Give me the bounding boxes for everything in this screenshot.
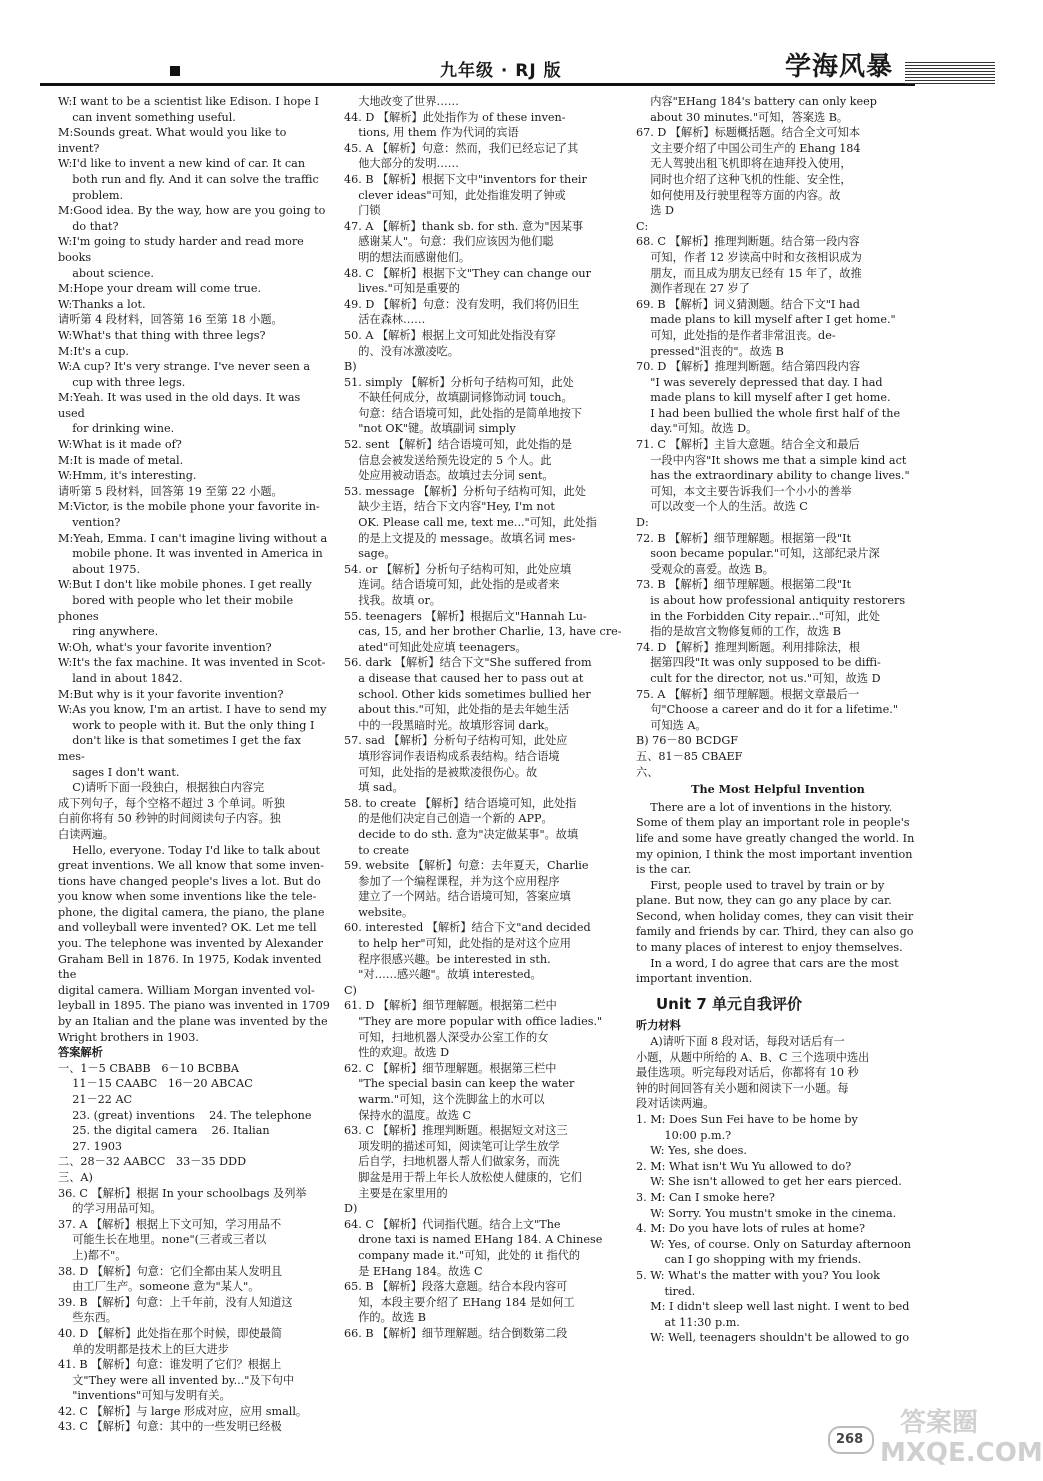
explanation-line: 62. C 【解析】细节理解题。根据第三栏中	[344, 1061, 557, 1075]
explanation-line: 性的欢迎。故选 D	[344, 1046, 450, 1060]
listening-line: 4. M: Do you have lots of rules at home?	[636, 1222, 865, 1236]
explanation-line: cult for the director, not us."可知，故选 D	[636, 671, 881, 685]
explanation-line: 可以改变一个人的生活。故选 C	[636, 500, 808, 514]
explanation-line: 知，本段主要介绍了 EHang 184 是如何工	[344, 1295, 575, 1309]
explanation-line: 明的想法而感谢他们。	[344, 250, 471, 264]
listening-line: W: Well, teenagers shouldn't be allowed to go	[636, 1331, 910, 1345]
text-line: bored with people who let their mobile phones	[58, 594, 297, 623]
explanation-line: 54. or 【解析】分析句子结构可知，此处应填	[344, 562, 572, 576]
explanation-line: 60. interested 【解析】结合下文"and decided	[344, 921, 591, 935]
explanation-line: 受观众的喜爱。故选 B。	[636, 562, 774, 576]
explanation-line: 64. C 【解析】代词指代题。结合上文"The	[344, 1217, 561, 1231]
explanation-line: 主要是在家里用的	[344, 1186, 448, 1200]
explanation-line: I had been bullied the whole first half of the	[636, 406, 901, 420]
explanation-line: 58. to create 【解析】结合语境可知，此处指	[344, 796, 577, 810]
answer-explanations-right	[636, 94, 920, 780]
explanation-line: soon became popular."可知，这部纪录片深	[636, 547, 880, 561]
explanation-line: clever ideas"可知，此处指谁发明了钟或	[344, 188, 566, 202]
essay-line: life and some have greatly changed the world. In	[636, 831, 915, 845]
explanation-line: D)	[344, 1202, 358, 1216]
text-line: M:But why is it your favorite invention?	[58, 687, 284, 701]
answer-line: 23. (great) inventions 24. The telephone	[58, 1108, 312, 1122]
explanation-line: 保持水的温度。故选 C	[344, 1108, 472, 1122]
listening-line: 2. M: What isn't Wu Yu allowed to do?	[636, 1159, 852, 1173]
answer-line: 40. D 【解析】此处指在那个时候，即使最简	[58, 1326, 283, 1340]
explanation-line: 句"Choose a career and do it for a lifetime."	[636, 703, 898, 717]
answer-line: 单的发明都是技术上的巨大进步	[58, 1342, 229, 1356]
listening-script-text	[58, 94, 330, 1045]
listening-line: 钟的时间回答有关小题和阅读下一小题。每	[636, 1081, 849, 1095]
answer-line: 的学习用品可知。	[58, 1202, 162, 1216]
explanation-line: 51. simply 【解析】分析句子结构可知，此处	[344, 375, 574, 389]
text-line: W:Oh, what's your favorite invention?	[58, 640, 272, 654]
explanation-line: 75. A 【解析】细节理解题。根据文章最后一	[636, 687, 860, 701]
listening-line: W: Sorry. You mustn't smoke in the cinema.	[636, 1206, 897, 1220]
essay-line: plane. But now, they can go any place by car.	[636, 894, 892, 908]
explanation-line: 感谢某人"。句意：我们应该因为他们聪	[344, 235, 554, 249]
explanation-line: company made it."可知，此处的 it 指代的	[344, 1248, 581, 1262]
explanation-line: C:	[636, 219, 649, 233]
explanation-line: 他大部分的发明……	[344, 157, 459, 171]
explanation-line: 68. C 【解析】推理判断题。结合第一段内容	[636, 235, 860, 249]
explanation-line: lives."可知是重要的	[344, 282, 460, 296]
explanation-line: 文主要介绍了中国公司生产的 Ehang 184	[636, 141, 861, 155]
text-line: M:Yeah. It was used in the old days. It was used	[58, 391, 304, 420]
header-rule	[40, 83, 915, 86]
text-line: digital camera. William Morgan invented vol-	[58, 983, 315, 997]
explanation-line: 门锁	[344, 204, 381, 218]
answer-line: 38. D 【解析】句意：它们全都由某人发明且	[58, 1264, 283, 1278]
explanation-line: 53. message 【解析】分析句子结构可知，此处	[344, 484, 586, 498]
explanation-line: 项发明的描述可知，阅读笔可让学生放学	[344, 1139, 560, 1153]
explanation-line: 无人驾驶出租飞机即将在迪拜投入使用，	[636, 157, 852, 171]
explanation-line: 可知，作者 12 岁读高中时和女孩相识成为	[636, 250, 862, 264]
explanation-line: 70. D 【解析】推理判断题。结合第四段内容	[636, 360, 861, 374]
explanation-line: 61. D 【解析】细节理解题。根据第二栏中	[344, 999, 557, 1013]
explanation-line: 49. D 【解析】句意：没有发明，我们将仍旧生	[344, 297, 580, 311]
text-line: 成下列句子，每个空格不超过 3 个单词。听独	[58, 796, 285, 810]
explanation-line: in the Forbidden City repair..."可知，此处	[636, 609, 880, 623]
text-line: about 1975.	[58, 562, 141, 576]
explanation-line: "They are more popular with office ladies."	[344, 1015, 603, 1029]
explanation-line: 56. dark 【解析】结合下文"She suffered from	[344, 656, 592, 670]
essay-line: to many places of interest to enjoy themselves.	[636, 941, 903, 955]
header-brand-logo: 学海风暴	[785, 52, 894, 82]
answer-line: 21－22 AC	[58, 1093, 133, 1106]
listening-line: 听力材料	[636, 1018, 681, 1033]
essay-line: There are a lot of inventions in the history.	[636, 800, 893, 814]
text-line: M:Victor, is the mobile phone your favorite in-	[58, 500, 320, 514]
listening-line: 10:00 p.m.?	[636, 1128, 732, 1142]
answer-line: 43. C 【解析】句意：其中的一些发明已经极	[58, 1420, 282, 1434]
explanation-line: 74. D 【解析】推理判断题。利用排除法，根	[636, 640, 861, 654]
explanation-line: 缺少主语，结合下文内容"Hey, I'm not	[344, 500, 555, 514]
answer-line: 上)都不"。	[58, 1248, 127, 1262]
column-left	[58, 94, 330, 1434]
essay-line: family and friends by car. Third, they can also go	[636, 925, 914, 939]
explanation-line: is about how professional antiquity restorers	[636, 594, 906, 607]
explanation-line: 活在森林……	[344, 313, 426, 327]
answer-line: 答案解析	[58, 1045, 103, 1060]
text-line: W:Hmm, it's interesting.	[58, 469, 197, 483]
explanation-line: 填 sad。	[344, 781, 404, 795]
essay-line: important invention.	[636, 972, 753, 986]
column-right	[636, 94, 920, 1414]
explanation-line: OK. Please call me, text me..."可知，此处指	[344, 516, 597, 530]
text-line: you. The telephone was invented by Alexander	[58, 937, 323, 951]
explanation-line: "I was severely depressed that day. I had	[636, 375, 883, 389]
text-line: tions have changed people's lives a lot. But do	[58, 874, 321, 888]
text-line: W:It's the fax machine. It was invented in Scot-	[58, 656, 326, 670]
explanation-line: 46. B 【解析】根据下文中"inventors for their	[344, 172, 587, 186]
text-line: phone, the digital camera, the piano, the plane	[58, 905, 325, 919]
text-line: M:Hope your dream will come true.	[58, 282, 262, 296]
answer-line: 由工厂生产。someone 意为"某人"。	[58, 1280, 260, 1294]
answer-key-section	[58, 1045, 330, 1435]
text-line: W:As you know, I'm an artist. I have to send my	[58, 703, 327, 717]
text-line: can invent something useful.	[58, 110, 236, 124]
text-line: 白读两遍。	[58, 827, 114, 841]
listening-line: A)请听下面 8 段对话，每段对话后有一	[636, 1035, 845, 1049]
text-line: leyball in 1895. The piano was invented in 1709	[58, 999, 330, 1013]
explanation-line: about this."可知，此处指的是去年她生活	[344, 703, 570, 717]
explanation-line: a disease that caused her to pass out at	[344, 671, 584, 685]
answer-line: 三、A)	[58, 1170, 93, 1184]
text-line: cup with three legs.	[58, 375, 186, 389]
text-line: M:Good idea. By the way, how are you going to	[58, 204, 326, 218]
explanation-line: 的、没有冰激凌吃。	[344, 344, 459, 358]
explanation-line: to help her"可知，此处指的是对这个应用	[344, 937, 571, 951]
text-line: great inventions. We all know that some inven-	[58, 859, 325, 873]
explanation-line: 是 EHang 184。故选 C	[344, 1264, 483, 1278]
explanation-line: 47. A 【解析】thank sb. for sth. 意为"因某事	[344, 219, 584, 233]
essay-line: In a word, I do agree that cars are the most	[636, 956, 899, 970]
explanation-line: 脚盆是用于帮上年长人放松使人健康的，它们	[344, 1170, 582, 1184]
explanation-line: 59. website 【解析】句意：去年夏天，Charlie	[344, 859, 589, 873]
answer-line: 37. A 【解析】根据上下文可知，学习用品不	[58, 1217, 282, 1231]
answer-line: "inventions"可知与发明有关。	[58, 1389, 231, 1403]
listening-line: 最佳选项。听完每段对话后，你都将有 10 秒	[636, 1066, 859, 1080]
explanation-line: 可知，此处指的是作者非常沮丧。de-	[636, 328, 836, 342]
listening-line: M: I didn't sleep well last night. I went to bed	[636, 1300, 910, 1314]
text-line: C)请听下面一段独白，根据独白内容完	[58, 781, 265, 795]
listening-line: 3. M: Can I smoke here?	[636, 1190, 775, 1204]
text-line: land in about 1842.	[58, 671, 183, 685]
text-line: and volleyball were invented? OK. Let me tell	[58, 921, 317, 935]
explanation-line: 50. A 【解析】根据上文可知此处指没有穿	[344, 328, 556, 342]
explanation-line: 填形容词作表语构成系表结构。结合语境	[344, 749, 560, 763]
listening-material-unit7	[636, 1018, 920, 1345]
explanation-line: 的是他们决定自己创造一个新的 APP。	[344, 812, 553, 826]
column-middle	[344, 94, 626, 1414]
unit-heading: Unit 7 单元自我评价	[656, 994, 803, 1013]
answer-line: 27. 1903	[58, 1139, 123, 1153]
explanation-line: 作的。故选 B	[344, 1311, 426, 1325]
explanation-line: 71. C 【解析】主旨大意题。结合全文和最后	[636, 438, 860, 452]
essay-line: Second, when holiday comes, they can visit their	[636, 909, 914, 923]
answer-line: 36. C 【解析】根据 In your schoolbags 及列举	[58, 1186, 307, 1200]
text-line: W:Thanks a lot.	[58, 297, 146, 311]
explanation-line: to create	[344, 843, 410, 857]
text-line: W:What's that thing with three legs?	[58, 328, 266, 342]
text-line: for drinking wine.	[58, 422, 175, 436]
explanation-line: 一段中内容"It shows me that a simple kind act	[636, 453, 907, 467]
explanation-line: 测作者现在 27 岁了	[636, 282, 750, 296]
answer-line: 41. B 【解析】句意：谁发明了它们？根据上	[58, 1358, 282, 1372]
explanation-line: 如何使用及行驶里程等方面的内容。故	[636, 188, 841, 202]
explanation-line: school. Other kids sometimes bullied her	[344, 687, 591, 701]
explanation-line: B)	[344, 360, 357, 374]
text-line: about science.	[58, 266, 154, 280]
text-line: don't like is that sometimes I get the fax mes-	[58, 734, 305, 763]
listening-line: W: Yes, of course. Only on Saturday afternoon	[636, 1237, 912, 1251]
explanation-line: 72. B 【解析】细节理解题。根据第一段"It	[636, 531, 851, 545]
text-line: Wright brothers in 1903.	[58, 1030, 199, 1044]
explanation-line: 处应用被动语态。故填过去分词 sent。	[344, 469, 554, 483]
answer-line: 39. B 【解析】句意：上千年前，没有人知道这	[58, 1295, 293, 1309]
explanation-line: C)	[344, 983, 357, 997]
text-line: M:Sounds great. What would you like to invent?	[58, 126, 290, 155]
text-line: M:Yeah, Emma. I can't imagine living without a	[58, 531, 328, 545]
explanation-line: 可知选 A。	[636, 718, 707, 732]
explanation-line: website。	[344, 905, 414, 919]
header-square-marker	[170, 66, 180, 76]
listening-line: at 11:30 p.m.	[636, 1315, 740, 1329]
text-line: 请听第 4 段材料，回答第 16 至第 18 小题。	[58, 313, 283, 327]
text-line: ring anywhere.	[58, 625, 159, 639]
text-line: M:It's a cup.	[58, 344, 129, 358]
text-line: both run and fly. And it can solve the traffic	[58, 172, 319, 186]
explanation-line: 程序很感兴趣。be interested in sth.	[344, 952, 551, 966]
explanation-line: 同时也介绍了这种飞机的性能、安全性，	[636, 172, 852, 186]
explanation-line: 的是上文提及的 message。故填名词 mes-	[344, 531, 576, 545]
listening-line: W: Yes, she does.	[636, 1144, 747, 1158]
listening-line: 段对话读两遍。	[636, 1097, 715, 1111]
explanation-line: 69. B 【解析】词义猜测题。结合下文"I had	[636, 297, 860, 311]
explanation-line: "The special basin can keep the water	[344, 1077, 575, 1091]
text-line: by an Italian and the plane was invented by the	[58, 1015, 328, 1029]
explanation-line: 据第四段"It was only supposed to be diffi-	[636, 656, 881, 670]
explanation-line: 选 D	[636, 204, 674, 218]
explanation-line: 连词。结合语境可知，此处指的是或者来	[344, 578, 560, 592]
listening-line: 小题，从题中所给的 A、B、C 三个选项中选出	[636, 1050, 870, 1064]
explanation-line: 建立了一个网站。结合语境可知，答案应填	[344, 890, 571, 904]
explanation-line: 65. B 【解析】段落大意题。结合本段内容可	[344, 1280, 568, 1294]
site-watermark: 答案圈 MXQE.COM	[880, 1408, 1043, 1468]
text-line: 请听第 5 段材料，回答第 19 至第 22 小题。	[58, 484, 283, 498]
header-stripe-decoration	[905, 60, 995, 84]
explanation-line: B) 76－80 BCDGF	[636, 734, 739, 748]
text-line: W:But I don't like mobile phones. I get really	[58, 578, 312, 592]
essay-line: First, people used to travel by train or by	[636, 878, 885, 892]
explanation-line: "对……感兴趣"。故填 interested。	[344, 968, 542, 982]
explanation-line: decide to do sth. 意为"决定做某事"。故填	[344, 827, 579, 841]
explanation-line: about 30 minutes."可知，答案选 B。	[636, 110, 849, 124]
explanation-line: "not OK"键。故填副词 simply	[344, 422, 516, 436]
explanation-line: made plans to kill myself after I get home."	[636, 313, 896, 327]
answer-line: 可能生长在地里。none"(三者或三者以	[58, 1233, 267, 1247]
essay-line: my opinion, I think the most important invention	[636, 847, 913, 861]
explanation-line: 63. C 【解析】推理判断题。根据短文对这三	[344, 1124, 568, 1138]
text-line: W:What is it made of?	[58, 438, 182, 452]
explanation-line: 大地改变了世界……	[344, 95, 459, 108]
explanation-line: 找我。故填 or。	[344, 594, 441, 607]
text-line: do that?	[58, 219, 119, 233]
text-line: problem.	[58, 188, 124, 202]
explanation-line: 信息会被发送给预先设定的 5 个人。此	[344, 453, 552, 467]
text-line: W:I want to be a scientist like Edison. I hope I	[58, 95, 319, 108]
explanation-line: pressed"沮丧的"。故选 B	[636, 344, 784, 358]
listening-line: tired.	[636, 1284, 696, 1298]
text-line: vention?	[58, 516, 121, 530]
explanation-line: tions, 用 them 作为代词的宾语	[344, 126, 519, 140]
explanation-line: made plans to kill myself after I get home.	[636, 391, 891, 405]
answer-line: 11－15 CAABC 16－20 ABCAC	[58, 1077, 253, 1091]
explanation-line: 52. sent 【解析】结合语境可知，此处指的是	[344, 438, 572, 452]
text-line: W:I'm going to study harder and read more books	[58, 235, 308, 264]
explanation-line: 可知，本文主要告诉我们一个小小的善举	[636, 484, 852, 498]
listening-line: 5. W: What's the matter with you? You look	[636, 1268, 880, 1282]
text-line: you know when some inventions like the tele-	[58, 890, 317, 904]
listening-line: W: She isn't allowed to get her ears pierced.	[636, 1175, 902, 1189]
essay-body	[636, 800, 920, 987]
explanation-line: 朋友，而且成为朋友已经有 15 年了，故推	[636, 266, 862, 280]
answer-line: 一、1－5 CBABB 6－10 BCBBA	[58, 1061, 239, 1075]
listening-line: 1. M: Does Sun Fei have to be home by	[636, 1113, 858, 1126]
text-line: M:It is made of metal.	[58, 453, 184, 467]
explanation-line: 73. B 【解析】细节理解题。根据第二段"It	[636, 578, 851, 592]
essay-line: Some of them play an important role in people's	[636, 816, 910, 830]
answer-line: 文"They were all invented by..."及下句中	[58, 1373, 295, 1387]
text-line: Hello, everyone. Today I'd like to talk about	[58, 843, 321, 857]
answer-explanations-middle	[344, 94, 626, 1342]
answer-line: 42. C 【解析】与 large 形成对应，应用 small。	[58, 1404, 308, 1418]
text-line: Graham Bell in 1876. In 1975, Kodak invented the	[58, 952, 325, 982]
explanation-line: 五、81－85 CBAEF	[636, 749, 743, 763]
explanation-line: 参加了一个编程课程，并为这个应用程序	[344, 874, 560, 888]
answer-line: 些东西。	[58, 1311, 117, 1325]
page-header	[0, 0, 1000, 96]
explanation-line: 不缺任何成分，故填副词修饰动词 touch。	[344, 391, 573, 405]
explanation-line: 55. teenagers 【解析】根据后文"Hannah Lu-	[344, 609, 587, 623]
explanation-line: D:	[636, 516, 649, 530]
text-line: work to people with it. But the only thing I	[58, 718, 315, 732]
explanation-line: 44. D 【解析】此处指作为 of these inven-	[344, 110, 566, 124]
text-line: mobile phone. It was invented in America in	[58, 547, 323, 561]
explanation-line: drone taxi is named EHang 184. A Chinese	[344, 1233, 603, 1247]
explanation-line: 内容"EHang 184's battery can only keep	[636, 95, 877, 108]
explanation-line: day."可知。故选 D。	[636, 422, 758, 436]
explanation-line: 中的一段黑暗时光。故填形容词 dark。	[344, 718, 556, 732]
header-grade-title: 九年级 · RJ 版	[440, 61, 562, 81]
listening-line: can I go shopping with my friends.	[636, 1253, 862, 1267]
explanation-line: 45. A 【解析】句意：然而，我们已经忘记了其	[344, 141, 579, 155]
explanation-line: ated"可知此处应填 teenagers。	[344, 640, 527, 654]
explanation-line: 后自学，扫地机器人帮人们做家务，而洗	[344, 1155, 560, 1169]
explanation-line: 可知，扫地机器人深受办公室工作的女	[344, 1030, 549, 1044]
explanation-line: 六、	[636, 765, 659, 779]
explanation-line: has the extraordinary ability to change lives."	[636, 469, 910, 483]
explanation-line: 67. D 【解析】标题概括题。结合全文可知本	[636, 126, 861, 140]
text-line: W:A cup? It's very strange. I've never seen a	[58, 360, 311, 374]
explanation-line: 指的是故宫文物修复师的工作，故选 B	[636, 625, 842, 639]
explanation-line: 可知，此处指的是被欺凌很伤心。故	[344, 765, 538, 779]
text-line: sages I don't want.	[58, 765, 180, 779]
explanation-line: cas, 15, and her brother Charlie, 13, have cre-	[344, 625, 622, 639]
explanation-line: 57. sad 【解析】分析句子结构可知，此处应	[344, 734, 568, 748]
explanation-line: 48. C 【解析】根据下文"They can change our	[344, 266, 591, 280]
explanation-line: 句意：结合语境可知，此处指的是简单地按下	[344, 406, 582, 420]
answer-line: 25. the digital camera 26. Italian	[58, 1124, 270, 1138]
explanation-line: warm."可知，这个洗脚盆上的水可以	[344, 1093, 545, 1106]
essay-title: The Most Helpful Invention	[691, 782, 865, 797]
explanation-line: sage。	[344, 547, 396, 561]
text-line: 白前你将有 50 秒钟的时间阅读句子内容。独	[58, 812, 281, 826]
essay-line: is the car.	[636, 863, 692, 877]
answer-line: 二、28－32 AABCC 33－35 DDD	[58, 1155, 247, 1169]
page-number: 268	[836, 1432, 864, 1447]
text-line: W:I'd like to invent a new kind of car. It can	[58, 157, 306, 171]
explanation-line: 66. B 【解析】细节理解题。结合倒数第二段	[344, 1326, 568, 1340]
